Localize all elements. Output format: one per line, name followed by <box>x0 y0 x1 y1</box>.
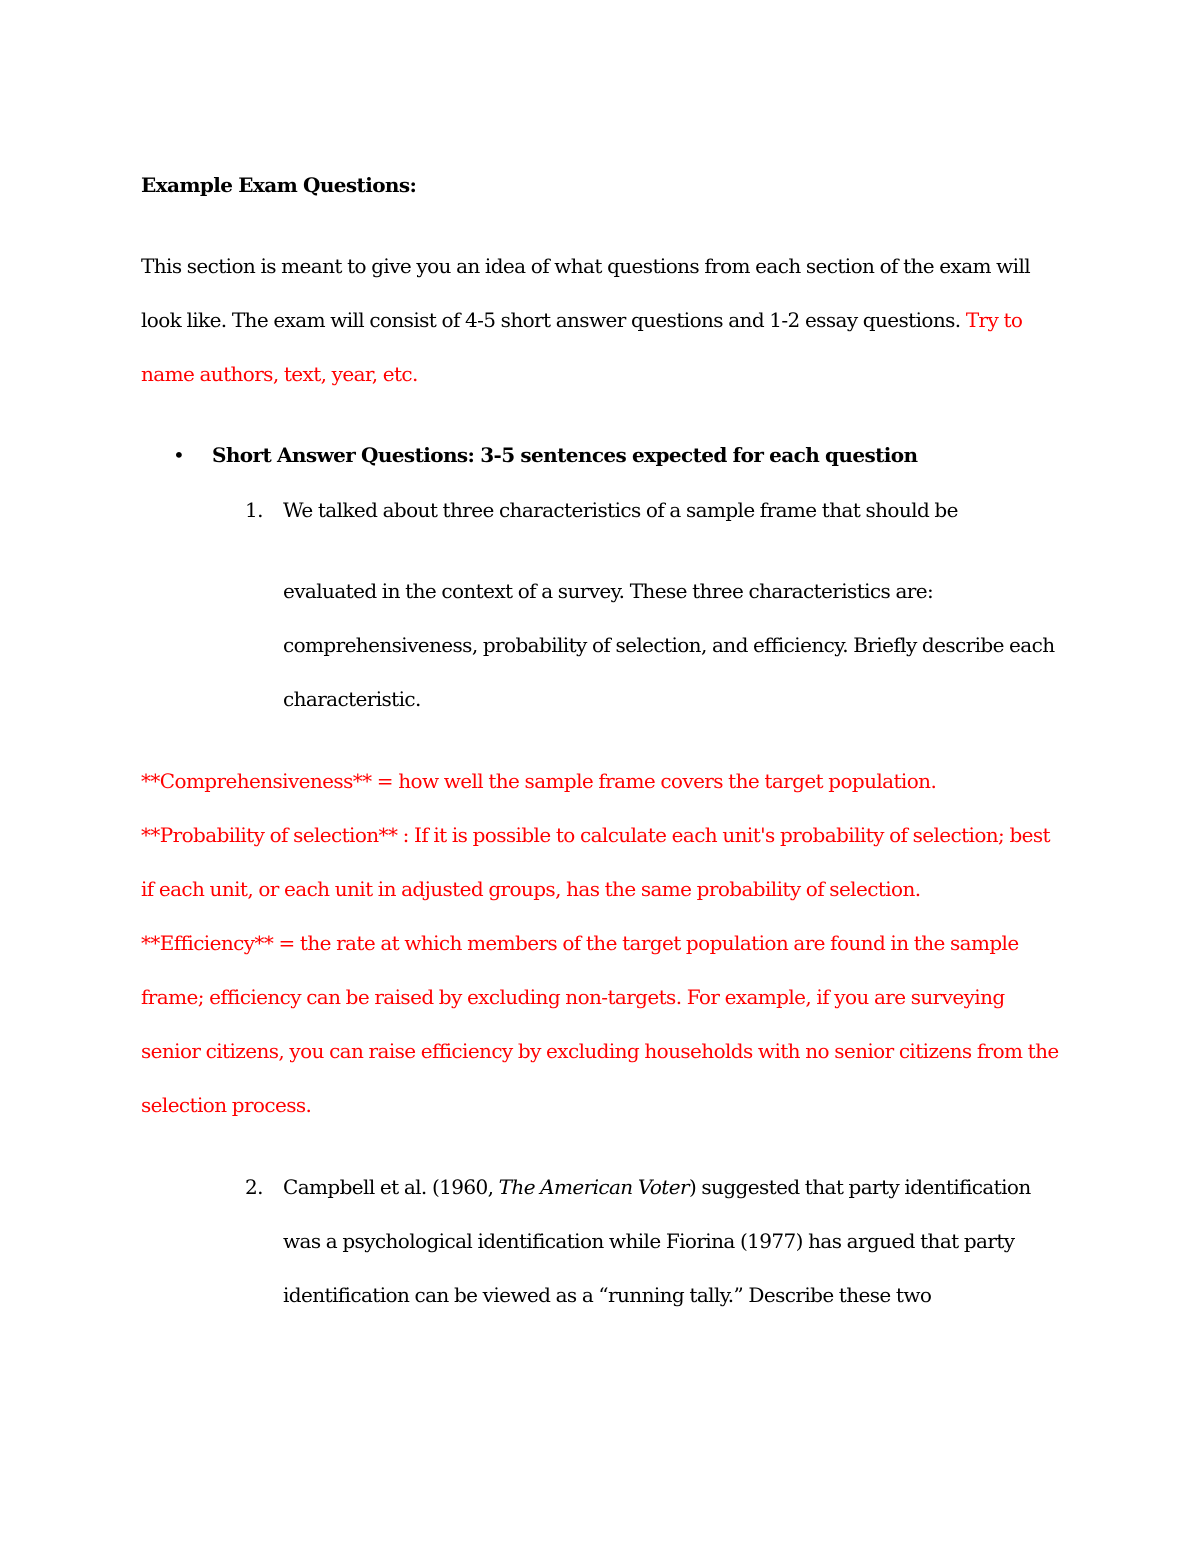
bullet-icon: • <box>173 443 185 467</box>
question-1-line-1: We talked about three characteristics of a sample frame that should be <box>283 498 958 522</box>
intro-line-2-text: look like. The exam will consist of 4-5 short answer questions and 1-2 essay questions. <box>141 308 966 332</box>
answer-line-5: frame; efficiency can be raised by excluding non-targets. For example, if you are surveying <box>141 985 1005 1009</box>
question-2-line-1-start: Campbell et al. (1960, <box>283 1175 499 1199</box>
book-title: The American Voter <box>498 1175 689 1199</box>
question-1-line-2: evaluated in the context of a survey. These three characteristics are: <box>283 579 934 603</box>
question-2-number: 2. <box>245 1175 263 1199</box>
answer-line-3: if each unit, or each unit in adjusted groups, has the same probability of selection. <box>141 877 921 901</box>
answer-line-7: selection process. <box>141 1093 312 1117</box>
answer-line-1: **Comprehensiveness** = how well the sample frame covers the target population. <box>141 769 937 793</box>
question-2-line-3: identification can be viewed as a “running tally.” Describe these two <box>283 1283 932 1307</box>
intro-instruction-end: name authors, text, year, etc. <box>141 362 418 386</box>
answer-line-6: senior citizens, you can raise efficiency by excluding households with no senior citizens from the <box>141 1039 1059 1063</box>
question-2-line-1 <box>283 1174 1031 1200</box>
section-heading-short-answer: Short Answer Questions: 3-5 sentences expected for each question <box>212 443 918 467</box>
question-1-line-3: comprehensiveness, probability of selection, and efficiency. Briefly describe each <box>283 633 1055 657</box>
question-1-line-4: characteristic. <box>283 687 421 711</box>
intro-line-2 <box>141 307 1022 333</box>
answer-line-2: **Probability of selection** : If it is possible to calculate each unit's probability of selection; best <box>141 823 1050 847</box>
question-1-number: 1. <box>245 498 263 522</box>
answer-line-4: **Efficiency** = the rate at which members of the target population are found in the sample <box>141 931 1019 955</box>
intro-instruction-start: Try to <box>965 308 1023 332</box>
question-2-line-1-end: ) suggested that party identification <box>688 1175 1031 1199</box>
intro-line-1: This section is meant to give you an idea of what questions from each section of the exam will <box>141 254 1031 278</box>
question-2-line-2: was a psychological identification while Fiorina (1977) has argued that party <box>283 1229 1015 1253</box>
page-title: Example Exam Questions: <box>141 173 417 197</box>
